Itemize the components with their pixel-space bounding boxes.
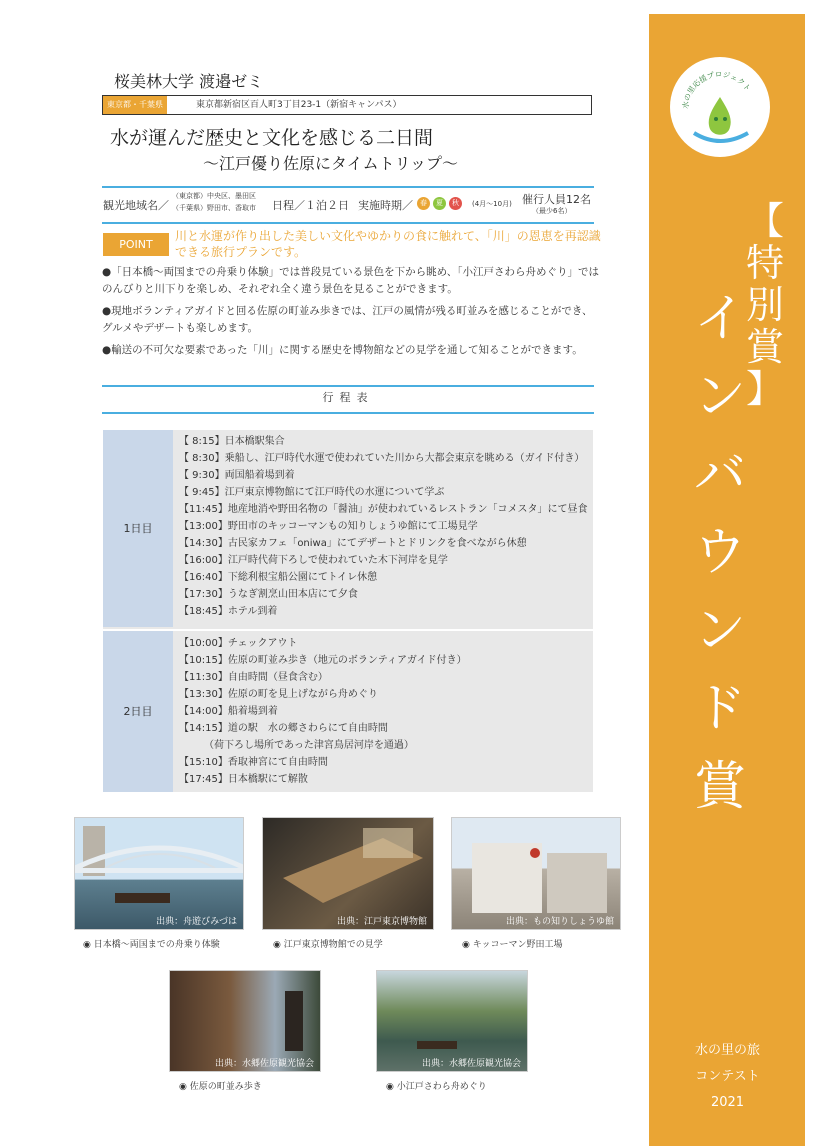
schedule-item: 【14:15】道の駅 水の郷さわらにて自由時間	[179, 723, 388, 734]
photo-boat-ride	[74, 817, 244, 930]
participants-min: （最少6名）	[532, 207, 572, 215]
schedule-item: 【10:15】佐原の町並み歩き（地元のボランティアガイド付き）	[179, 655, 467, 666]
divider	[102, 385, 594, 387]
photo-credit: 出典：舟遊びみづは	[156, 917, 237, 927]
area-chiba: （千葉県）野田市、香取市	[172, 204, 256, 212]
schedule-item: 【10:00】チェックアウト	[179, 638, 298, 649]
plan-subtitle: ～江戸優り佐原にタイムトリップ～	[203, 154, 459, 173]
schedule-item: 【 8:30】乗船し、江戸時代水運で使われていた川から大都会東京を眺める（ガイド付き）	[179, 453, 585, 464]
schedule-item: 【16:00】江戸時代荷下ろしで使われていた木下河岸を見学	[179, 555, 448, 566]
bullet-item: ●「日本橋～両国までの舟乗り体験」では普段見ている景色を下から眺め、「小江戸さわら舟めぐり」ではのんびりと川下りを楽しめ、それぞれ全く違う景色を見ることができます。	[102, 266, 599, 295]
award-char: ド	[693, 679, 746, 739]
contest-line1: 水の里の旅	[694, 1043, 760, 1058]
info-row	[102, 188, 594, 222]
award-char: ン	[693, 601, 746, 661]
award-char: バ	[693, 445, 746, 505]
schedule-item: 【13:00】野田市のキッコーマンもの知りしょうゆ館にて工場見学	[179, 521, 478, 532]
water-drop-logo-icon	[670, 57, 770, 157]
schedule-item: 【 8:15】日本橋駅集合	[179, 436, 285, 447]
schedule-item: 【17:45】日本橋駅にて解散	[179, 774, 308, 785]
photo-caption: ◉ 江戸東京博物館での見学	[273, 940, 383, 950]
photo-caption: ◉ 日本橋～両国までの舟乗り体験	[83, 940, 220, 950]
bullet-item: ●輸送の不可欠な要素であった「川」に関する歴史を博物館などの見学を通して知ることができます。	[102, 344, 583, 356]
day2-items	[179, 635, 589, 788]
day-divider	[103, 629, 593, 631]
schedule-item: 【14:00】船着場到着	[179, 706, 278, 717]
summer-icon: 夏	[433, 197, 446, 210]
photo-canal-boat	[376, 970, 528, 1072]
photo-credit: 出典：水郷佐原観光協会	[421, 1059, 521, 1069]
award-special: 特別賞	[745, 241, 784, 369]
schedule-item: 【15:10】香取神宮にて自由時間	[179, 757, 328, 768]
award-char: 賞	[693, 757, 746, 817]
divider	[102, 412, 594, 414]
day1-label: 1日目	[103, 430, 173, 627]
schedule-item: （荷下ろし場所であった津宮鳥居河岸を通過）	[179, 740, 414, 751]
project-logo	[670, 57, 770, 157]
award-bracket-open: 【	[745, 199, 784, 243]
schedule-title: 行程表	[322, 391, 374, 404]
award-name	[690, 280, 750, 826]
season-range: (4月〜10月)	[472, 200, 512, 208]
award-char: ン	[693, 367, 746, 427]
autumn-icon: 秋	[449, 197, 462, 210]
contest-year: 2021	[710, 1095, 745, 1110]
region-badge: 東京都・千葉県	[103, 96, 167, 114]
schedule-item: 【18:45】ホテル到着	[179, 606, 278, 617]
schedule-item: 【14:30】古民家カフェ「oniwa」にてデザートとドリンクを食べながら休憩	[179, 538, 527, 549]
photo-caption: ◉ 佐原の町並み歩き	[179, 1082, 262, 1092]
area-label: 観光地域名／	[103, 199, 169, 212]
day2-label: 2日目	[103, 631, 173, 792]
award-char: ウ	[693, 523, 746, 583]
photo-townscape	[169, 970, 321, 1072]
photo-museum	[262, 817, 434, 930]
photo-credit: 出典：水郷佐原観光協会	[214, 1059, 314, 1069]
photo-credit: 出典：もの知りしょうゆ館	[505, 917, 614, 927]
divider	[102, 222, 594, 224]
plan-title: 水が運んだ歴史と文化を感じる二日間	[110, 127, 434, 149]
season-label: 実施時期／	[358, 199, 413, 212]
schedule-item: 【16:40】下総利根宝船公園にてトイレ休憩	[179, 572, 378, 583]
logo-text: 水の里応援プロジェクト	[680, 69, 753, 110]
address-text: 東京都新宿区百人町3丁目23-1（新宿キャンパス）	[196, 100, 402, 110]
bullet-item: ●現地ボランティアガイドと回る佐原の町並み歩きでは、江戸の風情が残る町並みを感じることができ、グルメやデザートも楽しめます。	[102, 305, 593, 334]
schedule-item: 【17:30】うなぎ割烹山田本店にて夕食	[179, 589, 358, 600]
contest-name	[655, 1038, 800, 1116]
schedule-item: 【11:45】地産地消や野田名物の「醤油」が使われているレストラン「コメスタ」にて昼食	[179, 504, 588, 515]
point-badge: POINT	[103, 233, 169, 256]
point-text: 川と水運が作り出した美しい文化やゆかりの食に触れて、「川」の恩恵を再認識できる旅行プランです。	[175, 229, 601, 259]
photo-credit: 出典：江戸東京博物館	[336, 917, 427, 927]
participants: 催行人員12名	[522, 193, 591, 206]
schedule-item: 【 9:30】両国船着場到着	[179, 470, 295, 481]
photo-caption: ◉ 小江戸さわら舟めぐり	[386, 1082, 487, 1092]
spring-icon: 春	[417, 197, 430, 210]
photo-caption: ◉ キッコーマン野田工場	[462, 940, 563, 950]
university-name: 桜美林大学 渡邉ゼミ	[114, 72, 264, 91]
area-tokyo: （東京都）中央区、墨田区	[172, 192, 256, 200]
schedule-item: 【13:30】佐原の町を見上げながら舟めぐり	[179, 689, 378, 700]
schedule-length: 日程／１泊２日	[272, 199, 349, 212]
schedule-table	[103, 430, 593, 792]
day1-items	[179, 433, 589, 620]
photo-factory	[451, 817, 621, 930]
schedule-item: 【 9:45】江戸東京博物館にて江戸時代の水運について学ぶ	[179, 487, 445, 498]
contest-line2: コンテスト	[695, 1069, 760, 1084]
award-bracket-close: 】	[745, 367, 784, 411]
schedule-item: 【11:30】自由時間（昼食含む）	[179, 672, 328, 683]
award-char: イ	[693, 289, 746, 349]
